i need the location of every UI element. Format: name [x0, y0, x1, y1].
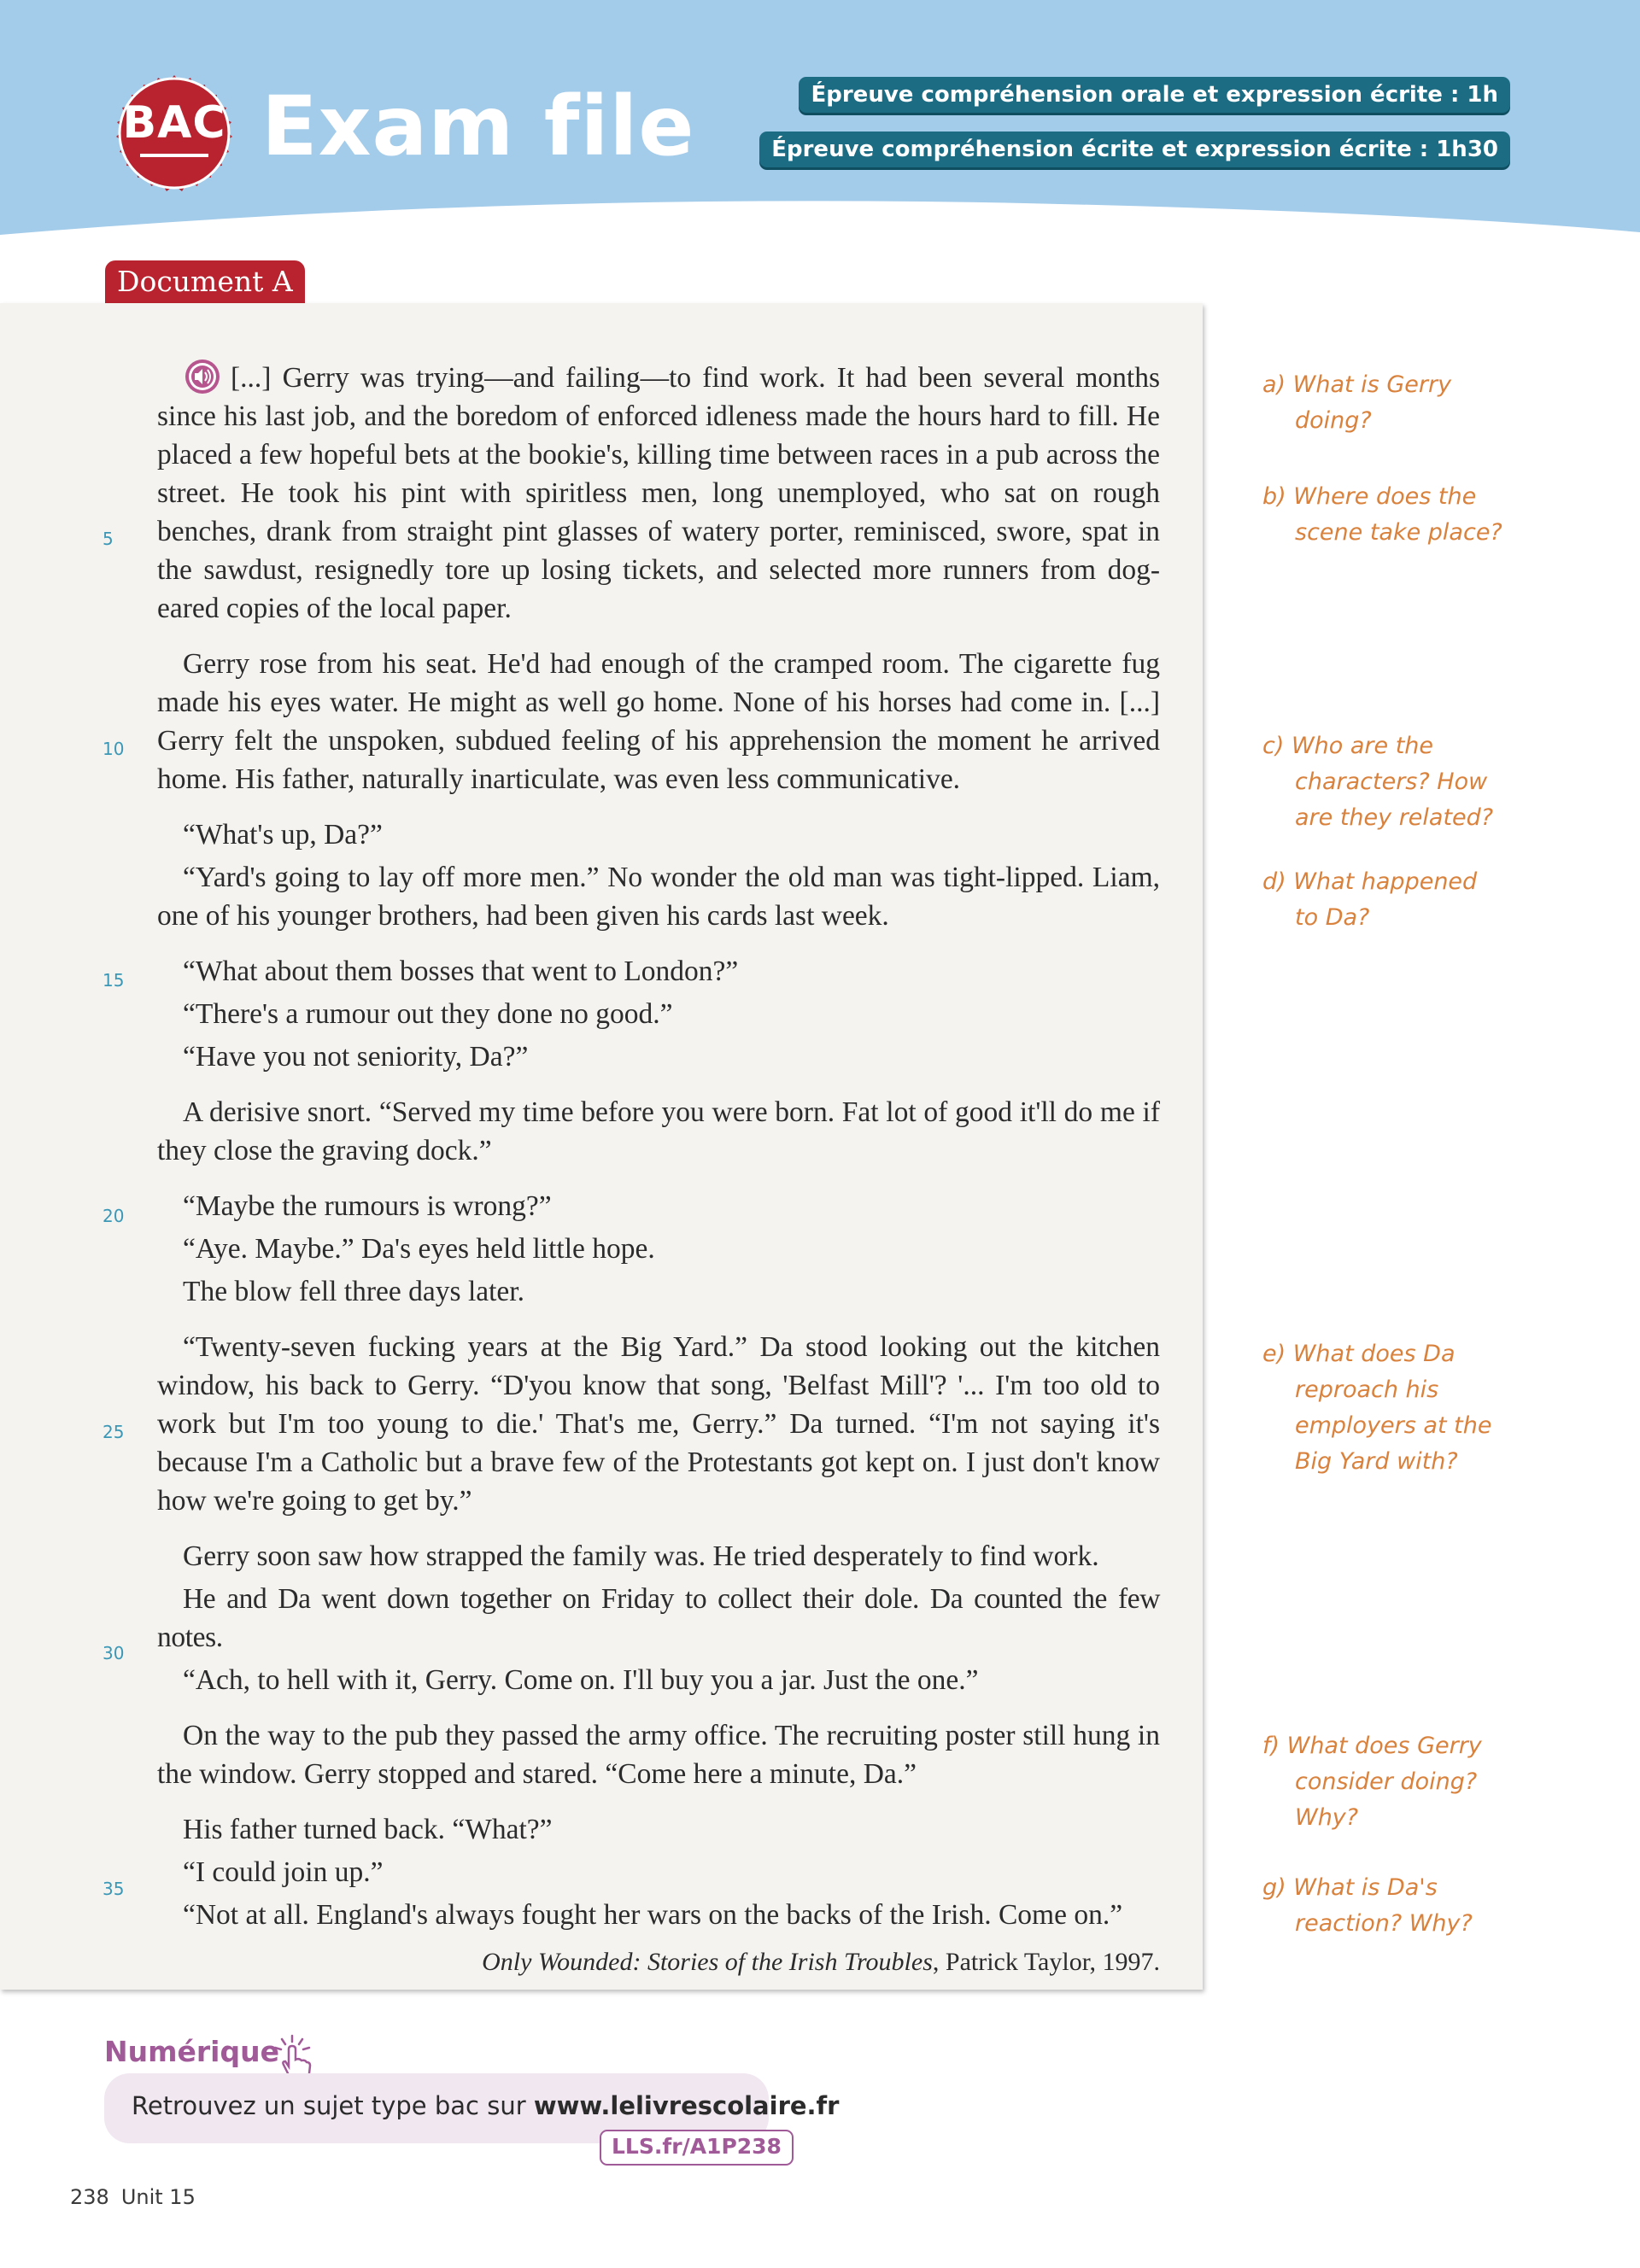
- page-title: Exam file: [261, 79, 695, 174]
- question-line: consider doing?: [1295, 1768, 1478, 1795]
- line-number: 20: [102, 1206, 125, 1226]
- unit-label: Unit 15: [120, 2185, 196, 2209]
- paragraph: “Aye. Maybe.” Da's eyes held little hope.: [183, 1233, 655, 1265]
- question-line: Big Yard with?: [1295, 1448, 1458, 1475]
- paragraph: Gerry soon saw how strapped the family was. He tried desperately to find work.: [183, 1540, 1099, 1572]
- question-line: are they related?: [1295, 804, 1494, 831]
- paragraph: A derisive snort. “Served my time before you were born. Fat lot of good it'll do me if they close the graving dock.”: [157, 1096, 1160, 1166]
- question-a: [1262, 367, 1519, 439]
- paragraph: “Ach, to hell with it, Gerry. Come on. I'll buy you a jar. Just the one.”: [183, 1664, 979, 1696]
- question-line: characters? How: [1295, 769, 1488, 795]
- question-line: doing?: [1295, 407, 1372, 434]
- source-author: , Patrick Taylor, 1997.: [932, 1948, 1160, 1976]
- paragraph: On the way to the pub they passed the army office. The recruiting poster still hung in the window. Gerry stopped and stared. “Come here a minute, Da.”: [157, 1720, 1160, 1790]
- paragraph: He and Da went down together on Friday to collect their dole. Da counted the few notes.: [157, 1583, 1160, 1653]
- line-number: 30: [102, 1643, 125, 1663]
- line-number: 5: [102, 529, 114, 549]
- paragraph: “Have you not seniority, Da?”: [183, 1041, 529, 1073]
- paragraph: “There's a rumour out they done no good.”: [183, 998, 673, 1030]
- paragraph: “Maybe the rumours is wrong?”: [183, 1190, 552, 1222]
- line-number: 15: [102, 970, 125, 991]
- question-line: employers at the: [1295, 1412, 1492, 1439]
- paragraph: “Twenty-seven fucking years at the Big Yard.” Da stood looking out the kitchen window, his back to Gerry. “D'you know that song, 'Belfast Mill'? '... I'm too old to work but I'm too young to die.' That's me, Gerry.” Da turned. “I'm not saying it's because I'm a Catholic but a brave few of the Protestants got kept on. I just don't know how we're going to get by.”: [157, 1331, 1160, 1517]
- paragraph: “What about them bosses that went to London?”: [183, 956, 739, 987]
- paragraph: His father turned back. “What?”: [183, 1814, 553, 1845]
- question-line: b) Where does the: [1262, 483, 1477, 510]
- bac-badge: [104, 63, 244, 203]
- speaker-icon[interactable]: [184, 359, 220, 395]
- paragraph: “I could join up.”: [183, 1856, 384, 1888]
- line-number: 35: [102, 1879, 125, 1899]
- line-number: 25: [102, 1422, 125, 1442]
- header-curve: [0, 0, 1640, 256]
- website-link[interactable]: www.lelivrescolaire.fr: [533, 2091, 840, 2120]
- question-line: Why?: [1295, 1804, 1359, 1831]
- question-b: [1262, 479, 1519, 551]
- bac-label: BAC: [122, 97, 226, 149]
- question-line: f) What does Gerry: [1262, 1733, 1482, 1759]
- story-text: [157, 359, 1160, 1981]
- question-g: [1262, 1870, 1519, 1942]
- numerique-prefix: Retrouvez un sujet type bac sur: [132, 2091, 534, 2120]
- question-line: reproach his: [1295, 1377, 1439, 1403]
- question-line: scene take place?: [1295, 519, 1502, 546]
- question-d: [1262, 864, 1519, 936]
- page-footer: [70, 2185, 208, 2209]
- question-line: c) Who are the: [1262, 733, 1434, 759]
- document-label: Document A: [105, 260, 305, 303]
- question-line: g) What is Da's: [1262, 1874, 1438, 1901]
- numerique-title: Numérique: [104, 2035, 279, 2068]
- source-title: Only Wounded: Stories of the Irish Troubles: [482, 1948, 933, 1976]
- paragraph: Gerry rose from his seat. He'd had enough of the cramped room. The cigarette fug made his eyes water. He might as well go home. None of his horses had come in. [...] Gerry felt the unspoken, subdued feeling of his apprehension the moment he arrived home. His father, naturally inarticulate, was even less communicative.: [157, 648, 1160, 795]
- paragraph: [157, 359, 1160, 628]
- numerique-text: [132, 2091, 839, 2120]
- line-number: 10: [102, 739, 125, 759]
- exam-oral-badge: Épreuve compréhension orale et expression écrite : 1h: [799, 77, 1510, 113]
- page-number: 238: [70, 2185, 109, 2209]
- question-line: e) What does Da: [1262, 1341, 1456, 1367]
- question-line: to Da?: [1295, 904, 1370, 931]
- question-e: [1262, 1336, 1519, 1480]
- paragraph-text: [...] Gerry was trying—and failing—to find work. It had been several months since his last job, and the boredom of enforced idleness made the hours hard to fill. He placed a few hopeful bets at the bookie's, killing time between races in a pub across the street. He took his pint with spiritless men, long unemployed, who sat on rough benches, drank from straight pint glasses of watery porter, reminisced, swore, spat in the sawdust, resignedly tore up losing tickets, and selected more runners from dog-eared copies of the local paper.: [157, 362, 1160, 624]
- question-line: d) What happened: [1262, 868, 1478, 895]
- question-c: [1262, 728, 1519, 836]
- question-f: [1262, 1728, 1519, 1836]
- exam-written-badge: Épreuve compréhension écrite et expression écrite : 1h30: [759, 132, 1510, 167]
- short-link[interactable]: LLS.fr/A1P238: [600, 2130, 794, 2166]
- paragraph: “Yard's going to lay off more men.” No wonder the old man was tight-lipped. Liam, one of his younger brothers, had been given his cards last week.: [157, 862, 1160, 932]
- question-line: a) What is Gerry: [1262, 371, 1452, 398]
- question-line: reaction? Why?: [1295, 1910, 1473, 1937]
- source-citation: [157, 1943, 1160, 1981]
- paragraph: “Not at all. England's always fought her wars on the backs of the Irish. Come on.”: [183, 1899, 1123, 1931]
- paragraph: “What's up, Da?”: [183, 819, 383, 850]
- paragraph: The blow fell three days later.: [183, 1276, 524, 1307]
